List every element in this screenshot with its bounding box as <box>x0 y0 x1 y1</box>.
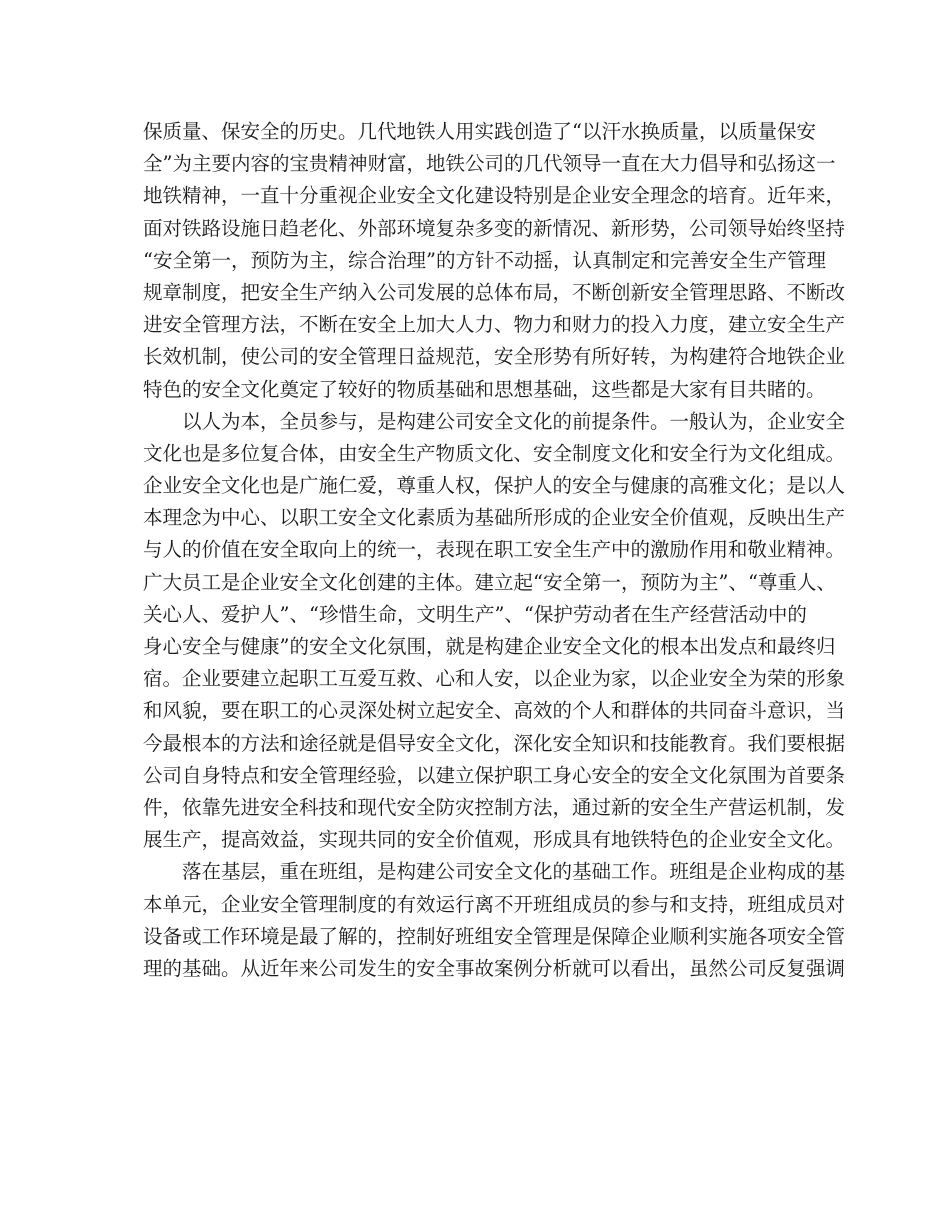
text-line: 展生产，提高效益，实现共同的安全价值观，形成具有地铁特色的企业安全文化。 <box>143 828 846 852</box>
paragraph-first-line: 以人为本，全员参与，是构建公司安全文化的前提条件。一般认为，企业安全 <box>182 409 846 433</box>
body-text <box>143 116 846 985</box>
text-line: 特色的安全文化奠定了较好的物质基础和思想基础，这些都是大家有目共睹的。 <box>143 377 826 401</box>
text-line: 公司自身特点和安全管理经验，以建立保护职工身心安全的安全文化氛围为首要条 <box>143 763 846 787</box>
text-line: 规章制度，把安全生产纳入公司发展的总体布局，不断创新安全管理思路、不断改 <box>143 280 846 304</box>
text-line: 和风貌，要在职工的心灵深处树立起安全、高效的个人和群体的共同奋斗意识，当 <box>143 699 846 723</box>
text-line: 长效机制，使公司的安全管理日益规范，安全形势有所好转，为构建符合地铁企业 <box>143 345 846 369</box>
text-line: 理的基础。从近年来公司发生的安全事故案例分析就可以看出，虽然公司反复强调 <box>143 956 846 980</box>
text-line: 本理念为中心、以职工安全文化素质为基础所形成的企业安全价值观，反映出生产 <box>143 506 846 530</box>
text-line: “安全第一，预防为主，综合治理”的方针不动摇，认真制定和完善安全生产管理 <box>143 248 826 272</box>
text-line: 身心安全与健康”的安全文化氛围，就是构建企业安全文化的根本出发点和最终归 <box>143 635 836 658</box>
text-line: 文化也是多位复合体，由安全生产物质文化、安全制度文化和安全行为文化组成。 <box>143 441 846 465</box>
text-line: 今最根本的方法和途径就是倡导安全文化，深化安全知识和技能教育。我们要根据 <box>143 731 846 755</box>
text-line: 地铁精神，一直十分重视企业安全文化建设特别是企业安全理念的培育。近年来， <box>143 184 846 208</box>
text-line: 企业安全文化也是广施仁爱，尊重人权，保护人的安全与健康的高雅文化；是以人 <box>143 474 846 498</box>
text-line: 保质量、保安全的历史。几代地铁人用实践创造了“以汗水换质量，以质量保安 <box>143 120 816 143</box>
text-line: 全”为主要内容的宝贵精神财富，地铁公司的几代领导一直在大力倡导和弘扬这一 <box>143 152 836 176</box>
text-line: 件，依靠先进安全科技和现代安全防灾控制方法，通过新的安全生产营运机制，发 <box>143 795 846 819</box>
text-line: 进安全管理方法，不断在安全上加大人力、物力和财力的投入力度，建立安全生产 <box>143 313 846 337</box>
text-line: 设备或工作环境是最了解的，控制好班组安全管理是保障企业顺利实施各项安全管 <box>143 924 846 948</box>
paragraph-first-line: 落在基层，重在班组，是构建公司安全文化的基础工作。班组是企业构成的基 <box>182 860 846 884</box>
text-line: 面对铁路设施日趋老化、外部环境复杂多变的新情况、新形势，公司领导始终坚持 <box>143 216 846 240</box>
text-line: 广大员工是企业安全文化创建的主体。建立起“安全第一，预防为主”、“尊重人、 <box>143 570 836 594</box>
text-line: 与人的价值在安全取向上的统一，表现在职工安全生产中的激励作用和敬业精神。 <box>143 538 846 562</box>
text-line: 宿。企业要建立起职工互爱互救、心和人安，以企业为家，以企业安全为荣的形象 <box>143 667 846 691</box>
text-line: 关心人、爱护人”、“珍惜生命，文明生产”、“保护劳动者在生产经营活动中的 <box>143 602 807 626</box>
text-line: 本单元，企业安全管理制度的有效运行离不开班组成员的参与和支持，班组成员对 <box>143 892 846 916</box>
